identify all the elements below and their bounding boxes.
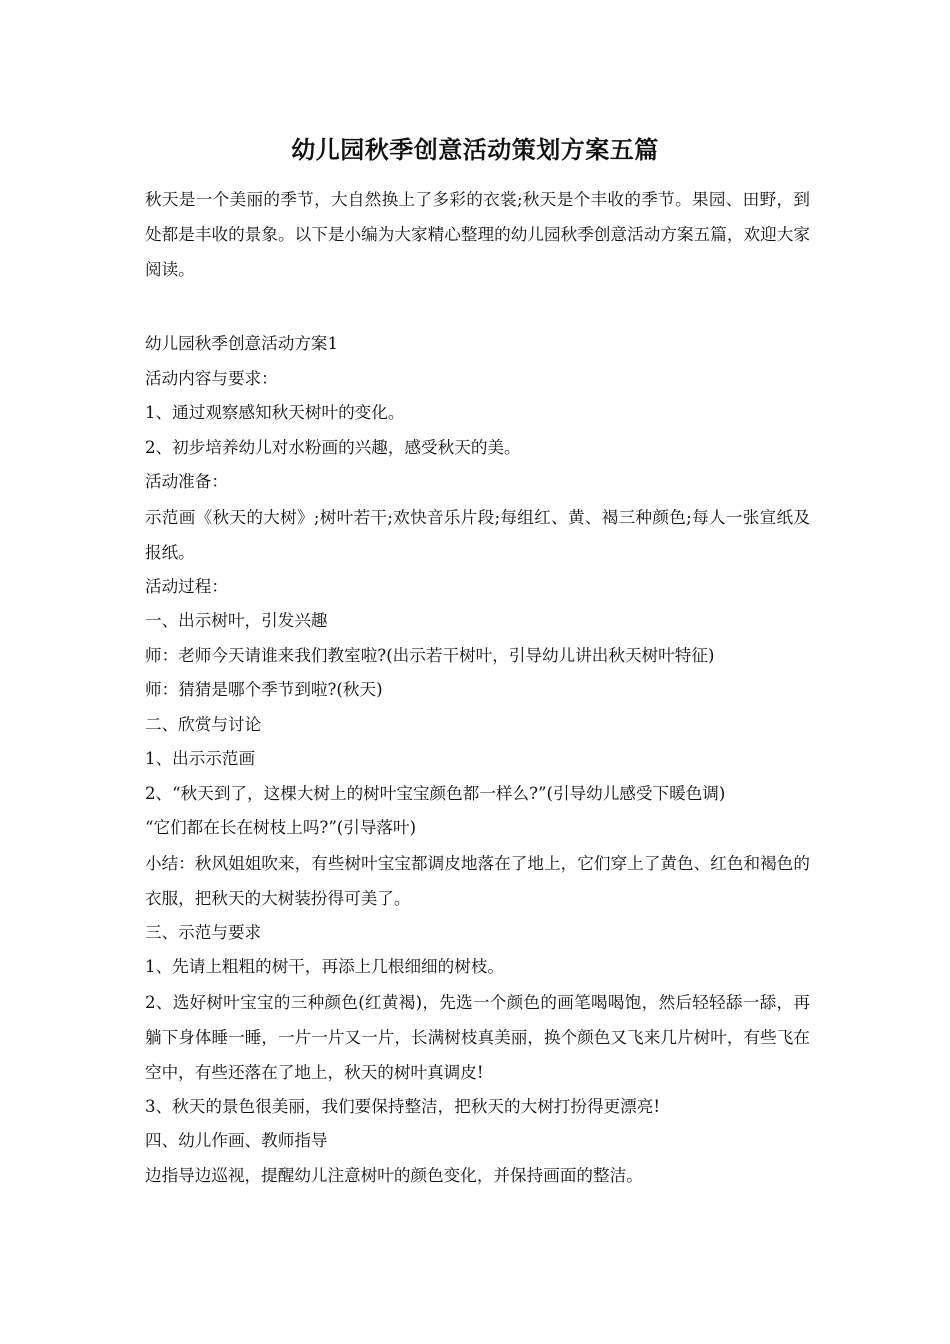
intro-paragraph: 秋天是一个美丽的季节，大自然换上了多彩的衣裳;秋天是个丰收的季节。果园、田野，到处都是丰收的景象。以下是小编为大家精心整理的幼儿园秋季创意活动方案五篇，欢迎大家阅读。 bbox=[145, 190, 810, 279]
text-line: 三、示范与要求 bbox=[145, 922, 262, 942]
text-line: 2、初步培养幼儿对水粉画的兴趣，感受秋天的美。 bbox=[145, 437, 521, 457]
text-line: 活动准备： bbox=[145, 472, 228, 491]
section-heading: 幼儿园秋季创意活动方案1 bbox=[145, 334, 339, 353]
text-line: 二、欣赏与讨论 bbox=[145, 714, 262, 734]
text-paragraph: 小结：秋风姐姐吹来，有些树叶宝宝都调皮地落在了地上，它们穿上了黄色、红色和褐色的衣服，把秋天的大树装扮得可美了。 bbox=[145, 853, 810, 908]
text-line: 边指导边巡视，提醒幼儿注意树叶的颜色变化，并保持画面的整洁。 bbox=[145, 1165, 643, 1185]
text-line: 师：老师今天请谁来我们教室啦?(出示若干树叶，引导幼儿讲出秋天树叶特征) bbox=[145, 645, 715, 665]
text-line: 活动过程： bbox=[145, 576, 228, 596]
document-body bbox=[145, 182, 810, 1193]
text-line: 四、幼儿作画、教师指导 bbox=[145, 1131, 328, 1150]
text-line: 活动内容与要求： bbox=[145, 368, 278, 388]
text-line: 2、“秋天到了，这棵大树上的树叶宝宝颜色都一样么?”(引导幼儿感受下暖色调) bbox=[145, 783, 726, 803]
text-line: 1、通过观察感知秋天树叶的变化。 bbox=[145, 403, 405, 422]
blank-line bbox=[145, 287, 810, 327]
text-line: 1、出示示范画 bbox=[145, 749, 256, 768]
text-line: 一、出示树叶，引发兴趣 bbox=[145, 611, 328, 630]
text-paragraph: 示范画《秋天的大树》;树叶若干;欢快音乐片段;每组红、黄、褐三种颜色;每人一张宣纸及报纸。 bbox=[145, 507, 810, 562]
content-lines bbox=[145, 327, 810, 1193]
document-title: 幼儿园秋季创意活动策划方案五篇 bbox=[291, 135, 659, 164]
text-paragraph: 2、选好树叶宝宝的三种颜色(红黄褐)，先选一个颜色的画笔喝喝饱，然后轻轻舔一舔，再躺下身体睡一睡，一片一片又一片，长满树枝真美丽，换个颜色又飞来几片树叶，有些飞在空中，有些还落在了地上，秋天的树叶真调皮! bbox=[145, 992, 810, 1082]
text-line: 师：猜猜是哪个季节到啦?(秋天) bbox=[145, 680, 383, 699]
text-line: “它们都在长在树枝上吗?”(引导落叶) bbox=[145, 818, 417, 837]
text-line: 1、先请上粗粗的树干，再添上几根细细的树枝。 bbox=[145, 957, 505, 976]
text-line: 3、秋天的景色很美丽，我们要保持整洁，把秋天的大树打扮得更漂亮! bbox=[145, 1096, 661, 1116]
